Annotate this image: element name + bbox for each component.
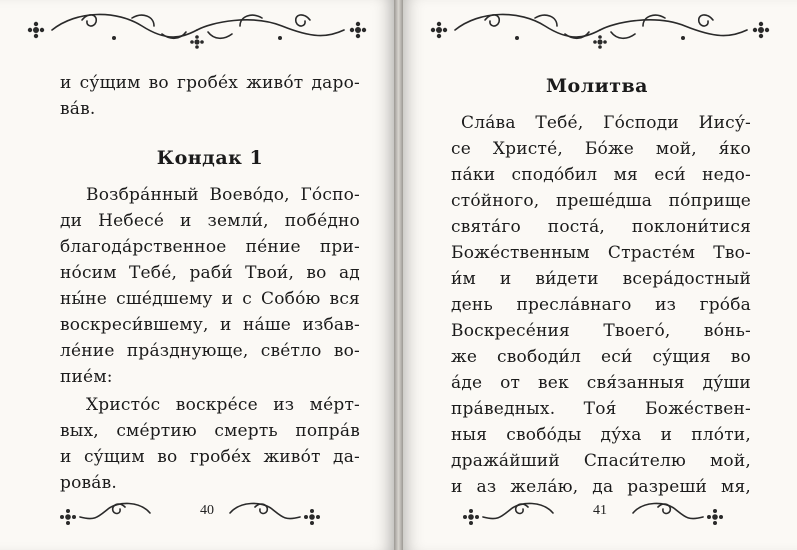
word: вых, xyxy=(60,421,99,441)
word: су́щим xyxy=(83,447,145,467)
word: смерть xyxy=(214,421,278,441)
word: же xyxy=(451,347,478,367)
word: вся xyxy=(329,289,360,309)
word: и xyxy=(220,315,232,335)
word: Тебе́, xyxy=(535,113,584,133)
word: пресла́внаго xyxy=(516,295,632,315)
page-number: 41 xyxy=(593,503,607,518)
word: живо́т xyxy=(246,73,304,93)
word: во xyxy=(157,447,178,467)
word: во xyxy=(148,73,169,93)
prayer-heading: Молитва xyxy=(546,75,648,97)
text-line xyxy=(451,266,751,292)
text-line xyxy=(451,344,751,370)
word: Христо́с xyxy=(86,395,161,415)
word: сме́ртию xyxy=(116,421,197,441)
word: и́м xyxy=(451,269,476,289)
word: разреши́ xyxy=(627,477,708,497)
word: ле́ние xyxy=(60,341,115,361)
text-line xyxy=(451,292,751,318)
word: Твоего́, xyxy=(603,321,671,341)
text-line xyxy=(60,392,360,418)
word: мой, xyxy=(710,451,751,471)
word: всера́достный xyxy=(622,269,751,289)
word: пра́зднующе, xyxy=(126,341,249,361)
word: ме́рт- xyxy=(309,395,360,415)
word: и xyxy=(180,211,192,231)
text-line xyxy=(60,260,360,286)
text-line xyxy=(451,422,751,448)
left-page xyxy=(0,0,394,550)
floral-ornament-header-icon xyxy=(425,8,775,50)
word: Воскресе́ния xyxy=(451,321,570,341)
word: сто́йного, xyxy=(451,191,540,211)
word: поклони́тися xyxy=(631,217,751,237)
text-line xyxy=(60,444,360,470)
word: побе́дно xyxy=(284,211,360,231)
text-line xyxy=(60,208,360,234)
word: Собо́ю xyxy=(261,289,321,309)
word: благода́рственное xyxy=(60,237,227,257)
word: Христе́, xyxy=(492,139,563,159)
word: от xyxy=(500,373,521,393)
word: Спаси́телю xyxy=(583,451,687,471)
word: Воево́до, xyxy=(209,185,290,205)
word: Бо́же xyxy=(584,139,635,159)
word: даро- xyxy=(311,73,360,93)
word: при- xyxy=(319,237,360,257)
word: мя xyxy=(613,165,638,185)
text-line xyxy=(60,312,360,338)
word: свята́го xyxy=(451,217,521,237)
floral-ornament-header-icon xyxy=(22,8,372,50)
word: еси́ xyxy=(600,347,633,367)
word: Тоя́ xyxy=(583,399,617,419)
word: Боже́ствен- xyxy=(644,399,751,419)
text-line xyxy=(451,318,751,344)
word: но́сим xyxy=(60,263,117,283)
word: еси́ xyxy=(654,165,686,185)
word: из xyxy=(273,395,295,415)
word: Страсте́м xyxy=(607,243,696,263)
word: раби́ xyxy=(189,263,233,283)
text-line: пие́м: xyxy=(60,367,113,387)
text-line xyxy=(451,396,751,422)
word: ду́ха xyxy=(600,425,642,445)
word: воскре́се xyxy=(175,395,258,415)
text-line xyxy=(60,182,360,208)
text-line xyxy=(60,286,360,312)
word: пло́ти, xyxy=(691,425,751,445)
word: избав- xyxy=(302,315,360,335)
word: су́щим xyxy=(79,73,141,93)
text-line xyxy=(451,136,751,162)
word: гро́ба xyxy=(699,295,751,315)
text-line xyxy=(451,162,751,188)
word: и xyxy=(660,425,673,445)
text-line xyxy=(60,338,360,364)
word: ду́ши xyxy=(702,373,751,393)
word: се xyxy=(451,139,471,159)
text-line xyxy=(60,234,360,260)
text-line xyxy=(451,110,751,136)
word: Го́споди xyxy=(603,113,679,133)
word: во xyxy=(730,347,751,367)
word: Боже́ственным xyxy=(451,243,590,263)
word: попра́в xyxy=(295,421,360,441)
word: во́нь- xyxy=(703,321,751,341)
word: па́ки xyxy=(451,165,496,185)
word: Тебе́, xyxy=(128,263,178,283)
word: да xyxy=(592,477,614,497)
book-gutter xyxy=(394,0,403,550)
word: живо́т xyxy=(263,447,321,467)
word: свя́занныя xyxy=(586,373,685,393)
kontakion-paragraph-2 xyxy=(60,392,360,496)
word: гробе́х xyxy=(189,447,252,467)
word: преше́дша xyxy=(555,191,653,211)
word: Иису́- xyxy=(698,113,751,133)
word: ад xyxy=(338,263,360,283)
word: су́щия xyxy=(652,347,711,367)
word: и xyxy=(499,269,512,289)
word: мя, xyxy=(721,477,751,497)
text-line xyxy=(60,418,360,444)
word: сше́дшему xyxy=(116,289,213,309)
word: день xyxy=(451,295,493,315)
word: све́тло xyxy=(260,341,322,361)
word: дража́йший xyxy=(451,451,560,471)
word: на́ше xyxy=(242,315,292,335)
word: век xyxy=(538,373,569,393)
word: свобо́ды xyxy=(506,425,582,445)
word: ди xyxy=(60,211,83,231)
text-line xyxy=(60,70,360,96)
prayer-text xyxy=(451,110,751,500)
word: пра́ведных. xyxy=(451,399,556,419)
text-line xyxy=(451,448,751,474)
text-line xyxy=(451,240,751,266)
word: ныя xyxy=(451,425,488,445)
word: жела́ю, xyxy=(510,477,579,497)
word: и xyxy=(451,477,463,497)
word: из xyxy=(655,295,677,315)
word: ви́дети xyxy=(535,269,599,289)
word: и xyxy=(221,289,234,309)
word: гробе́х xyxy=(176,73,239,93)
text-line: рова́в. xyxy=(60,473,117,493)
text-line xyxy=(451,214,751,240)
word: поста́, xyxy=(547,217,606,237)
text-line: ва́в. xyxy=(60,99,96,119)
word: земли́, xyxy=(207,211,269,231)
word: а́де xyxy=(451,373,483,393)
word: Тво- xyxy=(713,243,751,263)
page-number: 40 xyxy=(200,503,214,518)
word: воскреси́вшему, xyxy=(60,315,209,335)
word: во xyxy=(306,263,327,283)
word: сподо́бил xyxy=(511,165,598,185)
word: мой, xyxy=(655,139,697,159)
text-line xyxy=(451,188,751,214)
word: во- xyxy=(333,341,360,361)
word: Твои́, xyxy=(245,263,295,283)
word: пе́ние xyxy=(245,237,301,257)
word: я́ко xyxy=(718,139,751,159)
right-page xyxy=(403,0,797,550)
word: и xyxy=(60,73,72,93)
word: аз xyxy=(476,477,497,497)
word: да- xyxy=(333,447,360,467)
word: и xyxy=(60,447,72,467)
kontakion-heading: Кондак 1 xyxy=(156,147,264,169)
word: с xyxy=(242,289,252,309)
kontakion-paragraph-1 xyxy=(60,182,360,390)
text-line xyxy=(451,370,751,396)
word: Сла́ва xyxy=(461,113,516,133)
word: свободи́л xyxy=(497,347,582,367)
word: недо- xyxy=(702,165,751,185)
continued-text xyxy=(60,70,360,122)
word: по́прище xyxy=(668,191,751,211)
word: Го́спо- xyxy=(300,185,360,205)
word: Небесе́ xyxy=(98,211,165,231)
word: ны́не xyxy=(60,289,108,309)
word: Возбра́нный xyxy=(86,185,199,205)
